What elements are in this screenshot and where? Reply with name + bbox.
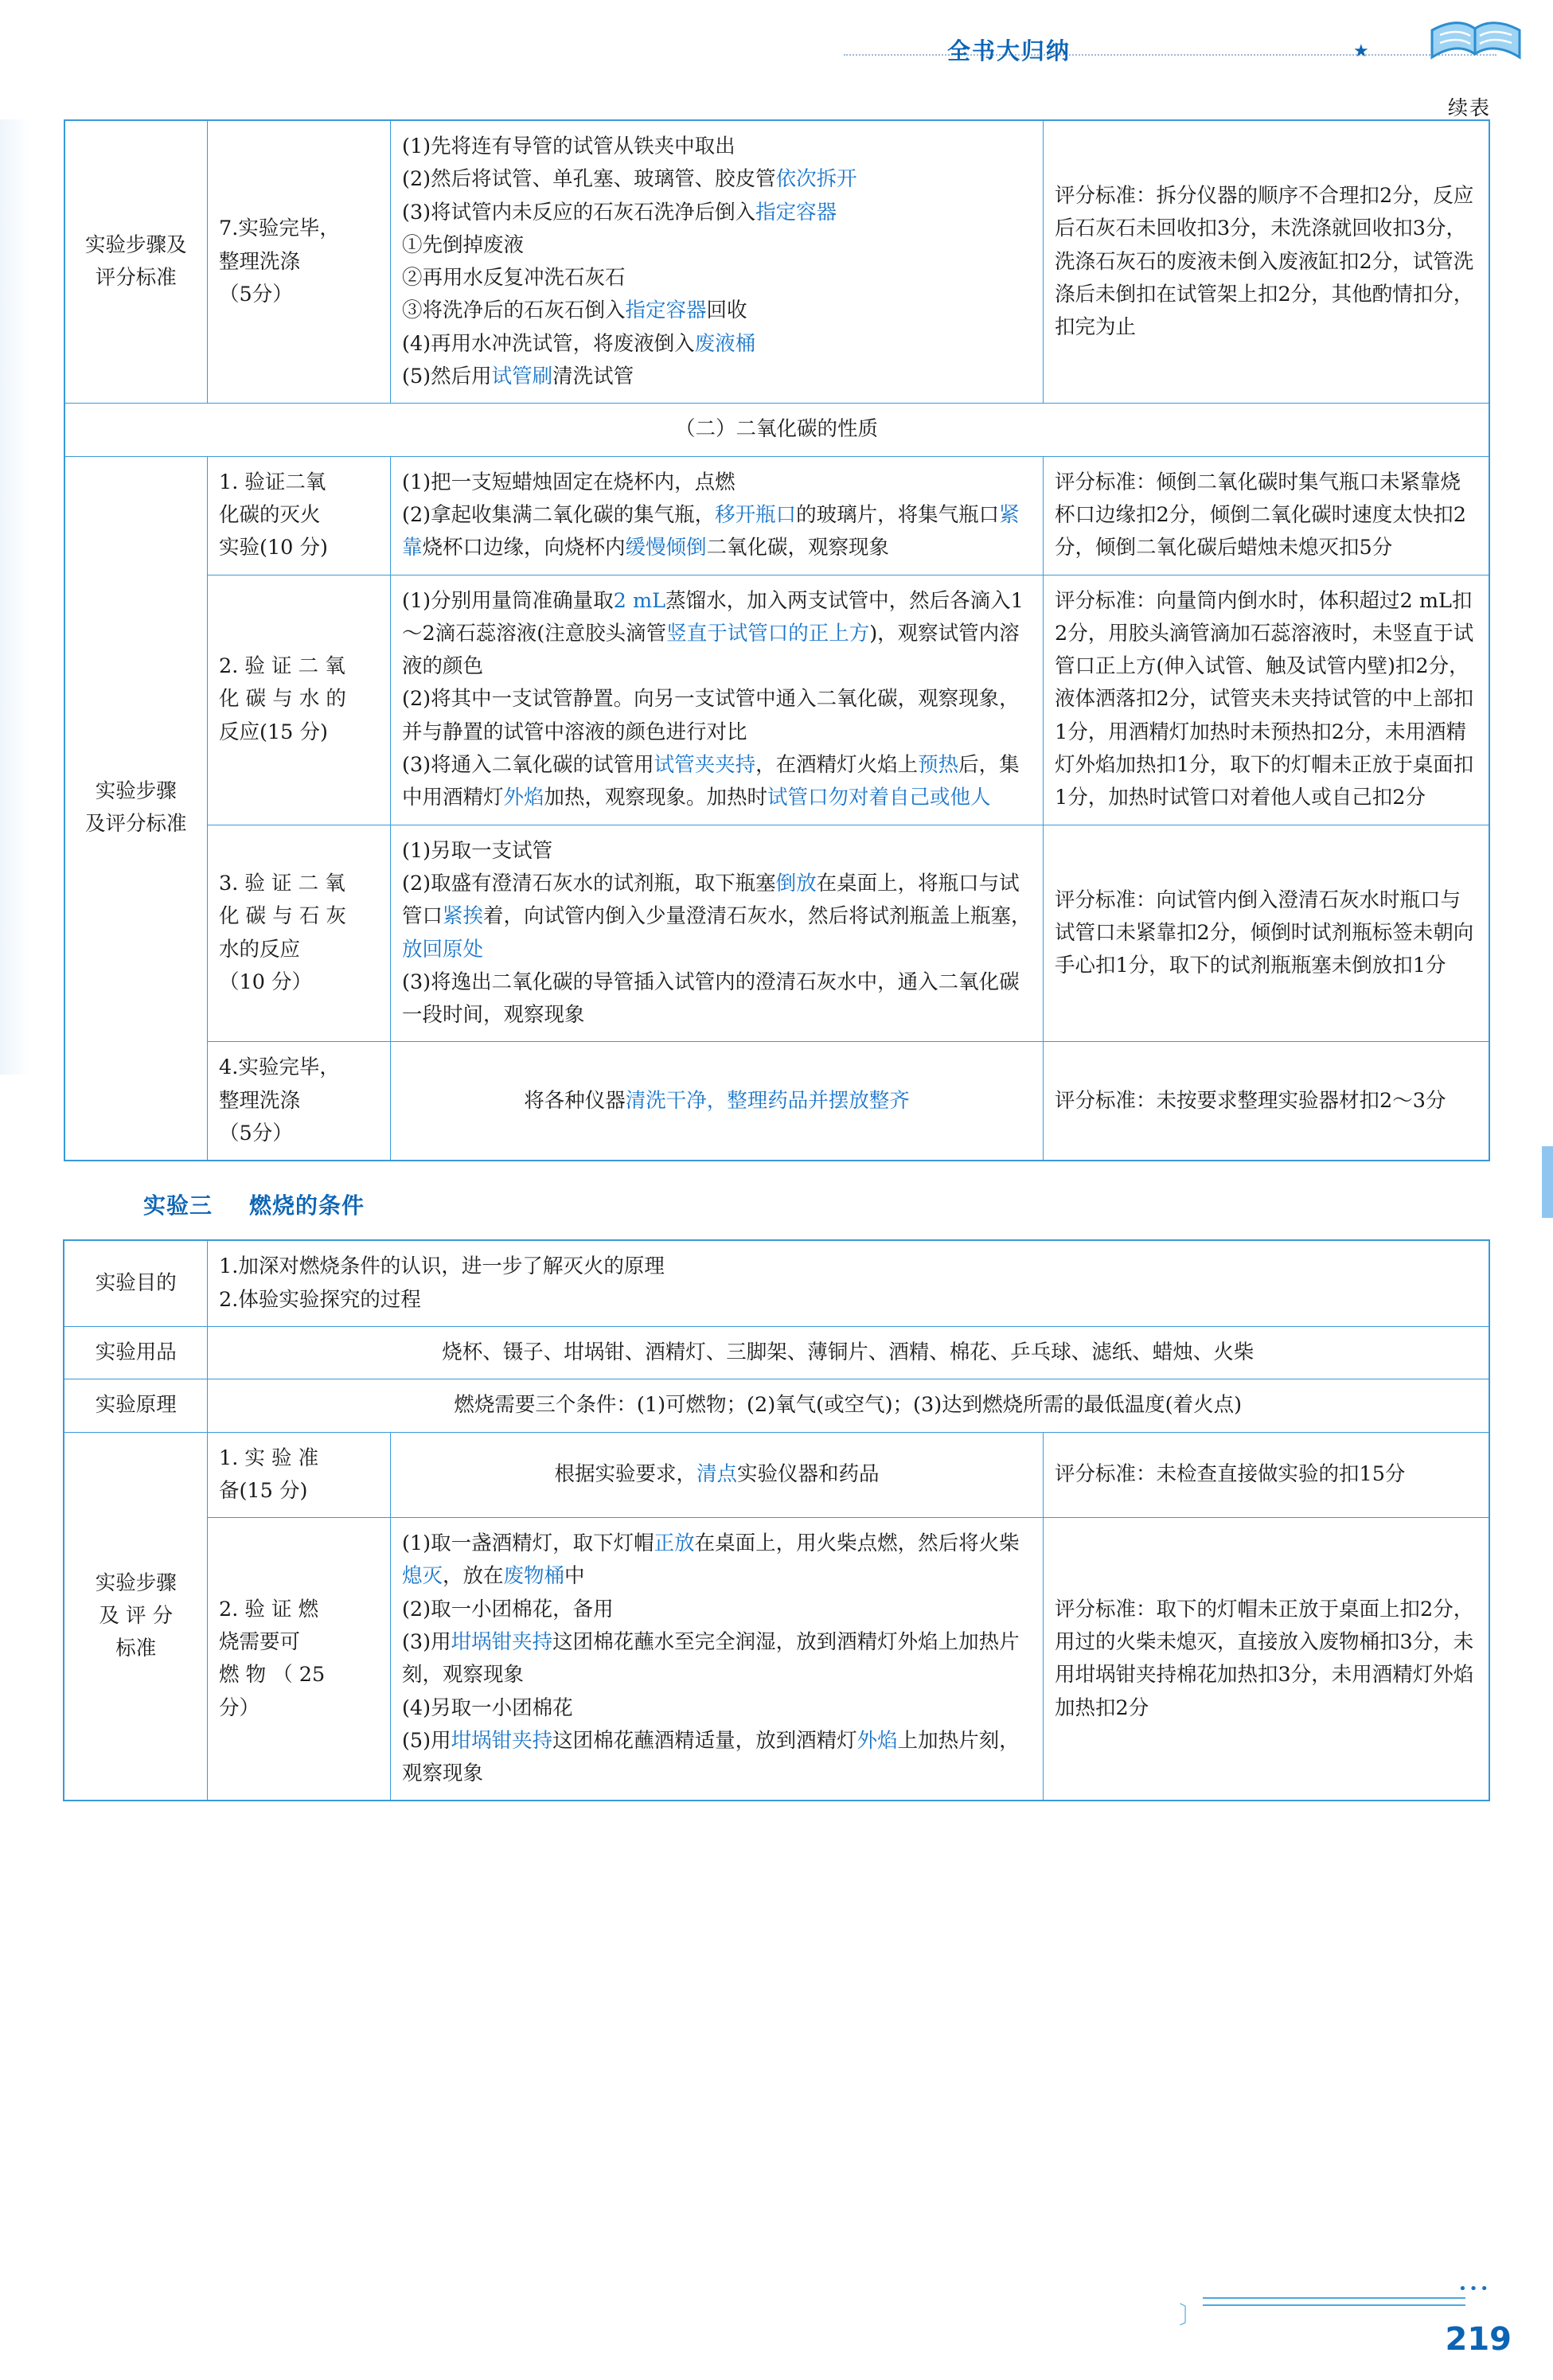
row-steps-4: 将各种仪器清洗干净，整理药品并摆放整齐 (391, 1042, 1044, 1161)
page-header (0, 0, 1553, 76)
open-book-icon (1429, 14, 1523, 72)
row-item-7: 7.实验完毕， 整理洗涤 （5分） (208, 120, 391, 404)
table-row (64, 1326, 1489, 1379)
row-criteria-1: 评分标准：倾倒二氧化碳时集气瓶口未紧靠烧杯口边缘扣2分，倾倒二氧化碳时速度太快扣2分，倾倒二氧化碳后蜡烛未熄灭扣5分 (1044, 456, 1489, 575)
row-label-steps-scoring-3: 实验步骤 及 评 分 标准 (64, 1432, 207, 1801)
table-row (64, 825, 1489, 1042)
row-steps-7: (1)先将连有导管的试管从铁夹中取出 (2)然后将试管、单孔塞、玻璃管、胶皮管依次拆开 (3)将试管内未反应的石灰石洗净后倒入指定容器 ①先倒掉废液 ②再用水反复冲洗石灰石 ③将洗净后的石灰石倒入指定容器回收 (4)再用水冲洗试管，将废液倒入废液桶 (5)然后用试管刷清洗试管 (391, 120, 1044, 404)
dots-icon: ••• (1458, 2281, 1491, 2297)
experiment-two-table (64, 119, 1490, 1161)
row-label-steps-scoring: 实验步骤及 评分标准 (64, 120, 208, 404)
table-row (64, 1518, 1489, 1801)
row-item-4: 4.实验完毕， 整理洗涤 （5分） (208, 1042, 391, 1161)
table-row (64, 120, 1489, 404)
row-content-purpose: 1.加深对燃烧条件的认识，进一步了解灭火的原理 2.体验实验探究的过程 (207, 1240, 1489, 1326)
table-row (64, 575, 1489, 825)
table-row (64, 1379, 1489, 1432)
row-steps-2: (1)分别用量筒准确量取2 mL蒸馏水，加入两支试管中，然后各滴入1～2滴石蕊溶液(注意胶头滴管竖直于试管口的正上方)，观察试管内溶液的颜色 (2)将其中一支试管静置。向另一支试管中通入二氧化碳，观察现象，并与静置的试管中溶液的颜色进行对比 (3)将通入二氧化碳的试管用试管夹夹持，在酒精灯火焰上预热后，集中用酒精灯外焰加热，观察现象。加热时试管口勿对着自己或他人 (391, 575, 1044, 825)
header-dotted-rule (844, 54, 1496, 56)
table1-wrap (0, 111, 1553, 1161)
row-item-combustible: 2. 验 证 燃 烧需要可 燃 物 （ 25 分） (207, 1518, 390, 1801)
footer-rules (1203, 2297, 1465, 2318)
row-item-2: 2. 验 证 二 氧 化 碳 与 水 的 反应(15 分) (208, 575, 391, 825)
row-steps-1: (1)把一支短蜡烛固定在烧杯内，点燃 (2)拿起收集满二氧化碳的集气瓶，移开瓶口的玻璃片，将集气瓶口紧靠烧杯口边缘，向烧杯内缓慢倾倒二氧化碳，观察现象 (391, 456, 1044, 575)
experiment-three-table (63, 1239, 1489, 1801)
row-item-prep: 1. 实 验 准 备(15 分) (207, 1432, 390, 1518)
row-criteria-2: 评分标准：向量筒内倒水时，体积超过2 mL扣2分，用胶头滴管滴加石蕊溶液时，未竖直于试管口正上方(伸入试管、触及试管内壁)扣2分，液体洒落扣2分，试管夹未夹持试管的中上部扣1分，用酒精灯加热时未预热扣2分，未用酒精灯外焰加热扣1分，取下的灯帽未正放于桌面扣1分，加热时试管口对着他人或自己扣2分 (1044, 575, 1489, 825)
row-label-materials: 实验用品 (64, 1326, 207, 1379)
row-item-1: 1. 验证二氧 化碳的灭火 实验(10 分) (208, 456, 391, 575)
row-criteria-prep: 评分标准：未检查直接做实验的扣15分 (1043, 1432, 1489, 1518)
brace-decor: 〕 (1179, 2302, 1203, 2330)
row-criteria-3: 评分标准：向试管内倒入澄清石灰水时瓶口与试管口未紧靠扣2分，倾倒时试剂瓶标签未朝向手心扣1分，取下的试剂瓶瓶塞未倒放扣1分 (1044, 825, 1489, 1042)
row-criteria-4: 评分标准：未按要求整理实验器材扣2～3分 (1044, 1042, 1489, 1161)
page-footer (0, 2261, 1553, 2380)
row-criteria-combustible: 评分标准：取下的灯帽未正放于桌面上扣2分，用过的火柴未熄灭，直接放入废物桶扣3分，未用坩埚钳夹持棉花加热扣3分，未用酒精灯外焰加热扣2分 (1043, 1518, 1489, 1801)
row-label-steps-scoring-2: 实验步骤 及评分标准 (64, 456, 208, 1161)
table-row (64, 1432, 1489, 1518)
section-title-co2-properties: （二）二氧化碳的性质 (64, 404, 1489, 456)
table-row (64, 456, 1489, 575)
experiment-three-heading (0, 1188, 1553, 1220)
row-steps-3: (1)另取一支试管 (2)取盛有澄清石灰水的试剂瓶，取下瓶塞倒放在桌面上，将瓶口与试管口紧挨着，向试管内倒入少量澄清石灰水，然后将试剂瓶盖上瓶塞，放回原处 (3)将逸出二氧化碳的导管插入试管内的澄清石灰水中，通入二氧化碳一段时间，观察现象 (391, 825, 1044, 1042)
continued-table-label: 续表 (1447, 96, 1491, 119)
row-criteria-7: 评分标准：拆分仪器的顺序不合理扣2分，反应后石灰石未回收扣3分，未洗涤就回收扣3分，洗涤石灰石的废液未倒入废液缸扣2分，试管洗涤后未倒扣在试管架上扣2分，其他酌情扣分，扣完为止 (1044, 120, 1489, 404)
table-section-row (64, 404, 1489, 456)
header-title: 全书大归纳 (947, 37, 1071, 64)
star-icon: ★ (1353, 41, 1369, 61)
table-row (64, 1240, 1489, 1326)
experiment-three-name: 燃烧的条件 (249, 1192, 365, 1219)
row-content-materials: 烧杯、镊子、坩埚钳、酒精灯、三脚架、薄铜片、酒精、棉花、乒乓球、滤纸、蜡烛、火柴 (207, 1326, 1489, 1379)
row-item-3: 3. 验 证 二 氧 化 碳 与 石 灰 水的反应 （10 分） (208, 825, 391, 1042)
experiment-three-label: 实验三 (143, 1192, 213, 1219)
page-number: 219 (1445, 2321, 1512, 2358)
row-label-principle: 实验原理 (64, 1379, 207, 1432)
row-content-principle: 燃烧需要三个条件：(1)可燃物；(2)氧气(或空气)；(3)达到燃烧所需的最低温度(着火点) (207, 1379, 1489, 1432)
row-label-purpose: 实验目的 (64, 1240, 207, 1326)
row-content-prep: 根据实验要求，清点实验仪器和药品 (390, 1432, 1043, 1518)
table-row (64, 1042, 1489, 1161)
row-steps-combustible: (1)取一盏酒精灯，取下灯帽正放在桌面上，用火柴点燃，然后将火柴熄灭，放在废物桶中 (2)取一小团棉花，备用 (3)用坩埚钳夹持这团棉花蘸水至完全润湿，放到酒精灯外焰上加热片刻，观察现象 (4)另取一小团棉花 (5)用坩埚钳夹持这团棉花蘸酒精适量，放到酒精灯外焰上加热片刻，观察现象 (390, 1518, 1043, 1801)
table2-wrap (0, 1231, 1553, 1801)
